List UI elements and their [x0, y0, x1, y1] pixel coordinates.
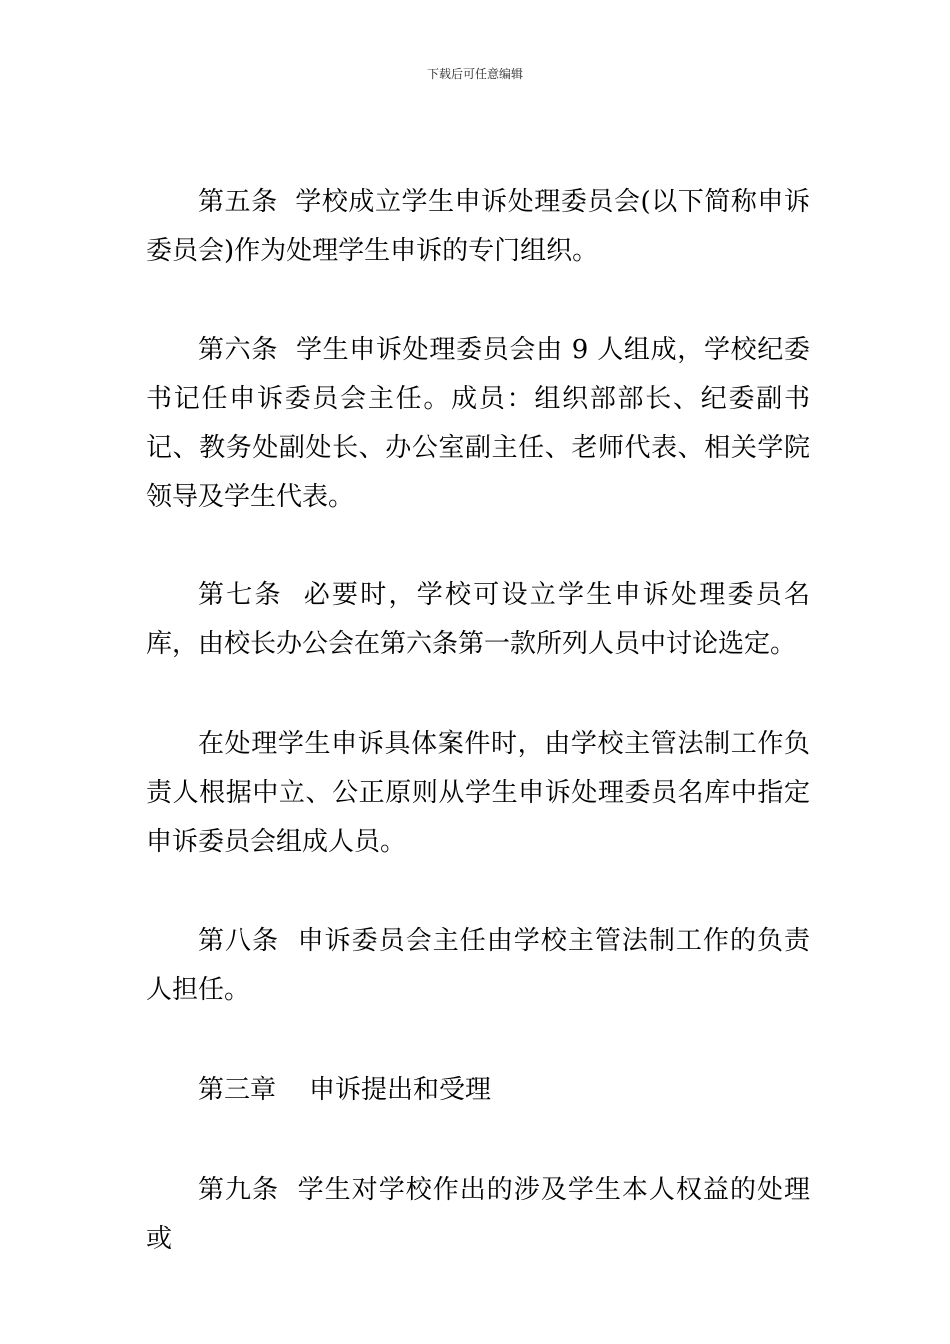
article-6-paragraph: 第六条 学生申诉处理委员会由 9 人组成，学校纪委书记任申诉委员会主任。成员：组织部部长、纪委副书记、教务处副处长、办公室副主任、老师代表、相关学院领导及学生代表。	[146, 335, 810, 512]
article-7-paragraph: 第七条 必要时，学校可设立学生申诉处理委员名库，由校长办公会在第六条第一款所列人员中讨论选定。	[146, 580, 810, 659]
article-5-paragraph: 第五条 学校成立学生申诉处理委员会(以下简称申诉委员会)作为处理学生申诉的专门组织。	[146, 187, 810, 266]
article-7-clause-paragraph: 在处理学生申诉具体案件时，由学校主管法制工作负责人根据中立、公正原则从学生申诉处理委员名库中指定申诉委员会组成人员。	[146, 729, 810, 857]
article-9-paragraph: 第九条 学生对学校作出的涉及学生本人权益的处理或	[146, 1175, 810, 1254]
article-8-paragraph: 第八条 申诉委员会主任由学校主管法制工作的负责人担任。	[146, 926, 810, 1005]
chapter-3-heading: 第三章 申诉提出和受理	[198, 1075, 492, 1105]
page-header: 下载后可任意编辑	[426, 67, 523, 81]
